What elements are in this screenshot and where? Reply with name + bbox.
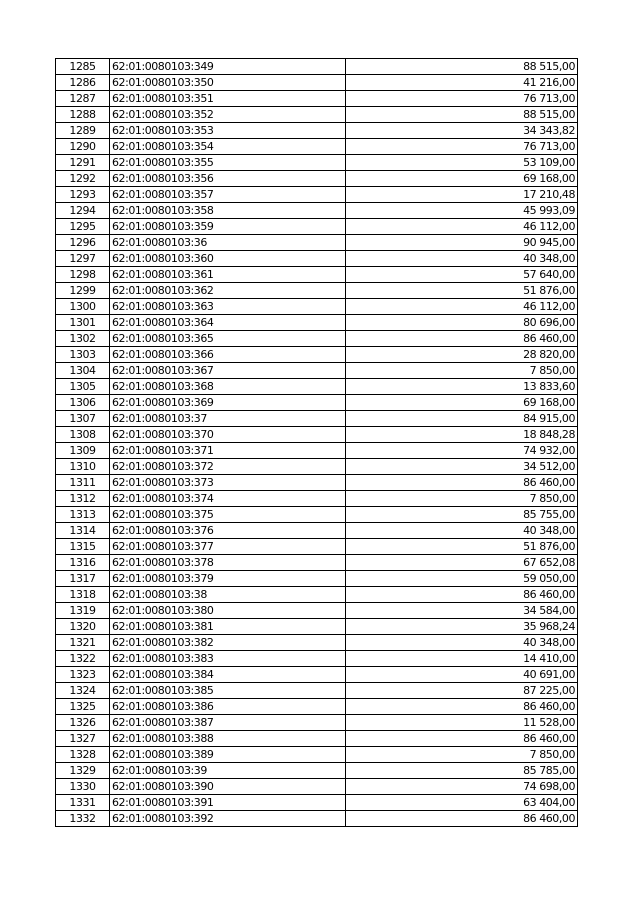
- table-row: [56, 315, 578, 331]
- row-number-cell: 1310: [56, 459, 110, 475]
- value-cell: 7 850,00: [346, 491, 578, 507]
- value-cell: 28 820,00: [346, 347, 578, 363]
- cadastral-number-cell: 62:01:0080103:38: [110, 587, 346, 603]
- row-number-cell: 1297: [56, 251, 110, 267]
- cadastral-number-cell: 62:01:0080103:351: [110, 91, 346, 107]
- cadastral-number-cell: 62:01:0080103:358: [110, 203, 346, 219]
- value-cell: 85 785,00: [346, 763, 578, 779]
- cadastral-number-cell: 62:01:0080103:352: [110, 107, 346, 123]
- cadastral-number-cell: 62:01:0080103:377: [110, 539, 346, 555]
- table-row: [56, 411, 578, 427]
- table-row: [56, 491, 578, 507]
- table-body: [56, 59, 578, 827]
- value-cell: 74 698,00: [346, 779, 578, 795]
- value-cell: 34 512,00: [346, 459, 578, 475]
- table-row: [56, 443, 578, 459]
- cadastral-number-cell: 62:01:0080103:350: [110, 75, 346, 91]
- value-cell: 46 112,00: [346, 219, 578, 235]
- value-cell: 80 696,00: [346, 315, 578, 331]
- value-cell: 51 876,00: [346, 539, 578, 555]
- cadastral-number-cell: 62:01:0080103:364: [110, 315, 346, 331]
- row-number-cell: 1315: [56, 539, 110, 555]
- value-cell: 13 833,60: [346, 379, 578, 395]
- value-cell: 86 460,00: [346, 811, 578, 827]
- cadastral-number-cell: 62:01:0080103:362: [110, 283, 346, 299]
- table-row: [56, 379, 578, 395]
- row-number-cell: 1286: [56, 75, 110, 91]
- row-number-cell: 1308: [56, 427, 110, 443]
- table-row: [56, 107, 578, 123]
- cadastral-number-cell: 62:01:0080103:357: [110, 187, 346, 203]
- row-number-cell: 1306: [56, 395, 110, 411]
- row-number-cell: 1316: [56, 555, 110, 571]
- row-number-cell: 1298: [56, 267, 110, 283]
- value-cell: 35 968,24: [346, 619, 578, 635]
- cadastral-number-cell: 62:01:0080103:373: [110, 475, 346, 491]
- table-row: [56, 667, 578, 683]
- cadastral-number-cell: 62:01:0080103:378: [110, 555, 346, 571]
- table-row: [56, 747, 578, 763]
- row-number-cell: 1324: [56, 683, 110, 699]
- row-number-cell: 1331: [56, 795, 110, 811]
- row-number-cell: 1321: [56, 635, 110, 651]
- value-cell: 76 713,00: [346, 139, 578, 155]
- row-number-cell: 1289: [56, 123, 110, 139]
- row-number-cell: 1309: [56, 443, 110, 459]
- value-cell: 87 225,00: [346, 683, 578, 699]
- table-row: [56, 427, 578, 443]
- row-number-cell: 1327: [56, 731, 110, 747]
- row-number-cell: 1317: [56, 571, 110, 587]
- row-number-cell: 1296: [56, 235, 110, 251]
- table-row: [56, 651, 578, 667]
- table-row: [56, 123, 578, 139]
- row-number-cell: 1299: [56, 283, 110, 299]
- cadastral-number-cell: 62:01:0080103:391: [110, 795, 346, 811]
- value-cell: 41 216,00: [346, 75, 578, 91]
- table-row: [56, 267, 578, 283]
- table-row: [56, 475, 578, 491]
- value-cell: 76 713,00: [346, 91, 578, 107]
- row-number-cell: 1301: [56, 315, 110, 331]
- row-number-cell: 1314: [56, 523, 110, 539]
- table-row: [56, 91, 578, 107]
- cadastral-number-cell: 62:01:0080103:355: [110, 155, 346, 171]
- cadastral-number-cell: 62:01:0080103:353: [110, 123, 346, 139]
- row-number-cell: 1303: [56, 347, 110, 363]
- value-cell: 86 460,00: [346, 731, 578, 747]
- table-row: [56, 603, 578, 619]
- value-cell: 51 876,00: [346, 283, 578, 299]
- row-number-cell: 1285: [56, 59, 110, 75]
- cadastral-number-cell: 62:01:0080103:375: [110, 507, 346, 523]
- row-number-cell: 1323: [56, 667, 110, 683]
- row-number-cell: 1293: [56, 187, 110, 203]
- table-row: [56, 459, 578, 475]
- cadastral-number-cell: 62:01:0080103:371: [110, 443, 346, 459]
- table-row: [56, 507, 578, 523]
- table-row: [56, 731, 578, 747]
- table-row: [56, 347, 578, 363]
- table-row: [56, 715, 578, 731]
- value-cell: 88 515,00: [346, 59, 578, 75]
- row-number-cell: 1304: [56, 363, 110, 379]
- table-row: [56, 203, 578, 219]
- value-cell: 69 168,00: [346, 395, 578, 411]
- cadastral-number-cell: 62:01:0080103:365: [110, 331, 346, 347]
- value-cell: 46 112,00: [346, 299, 578, 315]
- table-row: [56, 811, 578, 827]
- table-row: [56, 235, 578, 251]
- row-number-cell: 1320: [56, 619, 110, 635]
- table-row: [56, 59, 578, 75]
- cadastral-number-cell: 62:01:0080103:382: [110, 635, 346, 651]
- table-row: [56, 139, 578, 155]
- cadastral-number-cell: 62:01:0080103:384: [110, 667, 346, 683]
- value-cell: 11 528,00: [346, 715, 578, 731]
- cadastral-number-cell: 62:01:0080103:359: [110, 219, 346, 235]
- cadastral-number-cell: 62:01:0080103:387: [110, 715, 346, 731]
- value-cell: 86 460,00: [346, 475, 578, 491]
- table-row: [56, 635, 578, 651]
- cadastral-number-cell: 62:01:0080103:366: [110, 347, 346, 363]
- cadastral-number-cell: 62:01:0080103:376: [110, 523, 346, 539]
- row-number-cell: 1294: [56, 203, 110, 219]
- row-number-cell: 1287: [56, 91, 110, 107]
- cadastral-number-cell: 62:01:0080103:374: [110, 491, 346, 507]
- table-row: [56, 331, 578, 347]
- cadastral-number-cell: 62:01:0080103:37: [110, 411, 346, 427]
- cadastral-number-cell: 62:01:0080103:380: [110, 603, 346, 619]
- table-row: [56, 779, 578, 795]
- cadastral-number-cell: 62:01:0080103:360: [110, 251, 346, 267]
- row-number-cell: 1290: [56, 139, 110, 155]
- value-cell: 34 584,00: [346, 603, 578, 619]
- row-number-cell: 1322: [56, 651, 110, 667]
- value-cell: 90 945,00: [346, 235, 578, 251]
- cadastral-number-cell: 62:01:0080103:367: [110, 363, 346, 379]
- value-cell: 86 460,00: [346, 587, 578, 603]
- value-cell: 40 348,00: [346, 251, 578, 267]
- table-row: [56, 763, 578, 779]
- value-cell: 59 050,00: [346, 571, 578, 587]
- cadastral-number-cell: 62:01:0080103:372: [110, 459, 346, 475]
- cadastral-number-cell: 62:01:0080103:361: [110, 267, 346, 283]
- value-cell: 40 348,00: [346, 635, 578, 651]
- cadastral-number-cell: 62:01:0080103:385: [110, 683, 346, 699]
- row-number-cell: 1311: [56, 475, 110, 491]
- value-cell: 17 210,48: [346, 187, 578, 203]
- value-cell: 53 109,00: [346, 155, 578, 171]
- row-number-cell: 1302: [56, 331, 110, 347]
- table-row: [56, 219, 578, 235]
- value-cell: 67 652,08: [346, 555, 578, 571]
- table-row: [56, 571, 578, 587]
- table-row: [56, 795, 578, 811]
- table-row: [56, 363, 578, 379]
- cadastral-number-cell: 62:01:0080103:392: [110, 811, 346, 827]
- cadastral-number-cell: 62:01:0080103:356: [110, 171, 346, 187]
- row-number-cell: 1292: [56, 171, 110, 187]
- cadastral-number-cell: 62:01:0080103:349: [110, 59, 346, 75]
- table-row: [56, 619, 578, 635]
- table-row: [56, 555, 578, 571]
- cadastral-number-cell: 62:01:0080103:388: [110, 731, 346, 747]
- row-number-cell: 1318: [56, 587, 110, 603]
- table-row: [56, 683, 578, 699]
- value-cell: 40 691,00: [346, 667, 578, 683]
- cadastral-number-cell: 62:01:0080103:370: [110, 427, 346, 443]
- cadastral-number-cell: 62:01:0080103:363: [110, 299, 346, 315]
- value-cell: 86 460,00: [346, 331, 578, 347]
- cadastral-number-cell: 62:01:0080103:36: [110, 235, 346, 251]
- row-number-cell: 1326: [56, 715, 110, 731]
- row-number-cell: 1329: [56, 763, 110, 779]
- value-cell: 14 410,00: [346, 651, 578, 667]
- row-number-cell: 1300: [56, 299, 110, 315]
- value-cell: 7 850,00: [346, 363, 578, 379]
- cadastral-number-cell: 62:01:0080103:368: [110, 379, 346, 395]
- table-row: [56, 587, 578, 603]
- row-number-cell: 1332: [56, 811, 110, 827]
- value-cell: 45 993,09: [346, 203, 578, 219]
- value-cell: 69 168,00: [346, 171, 578, 187]
- value-cell: 84 915,00: [346, 411, 578, 427]
- table-row: [56, 299, 578, 315]
- row-number-cell: 1288: [56, 107, 110, 123]
- table-row: [56, 171, 578, 187]
- row-number-cell: 1312: [56, 491, 110, 507]
- row-number-cell: 1330: [56, 779, 110, 795]
- cadastral-number-cell: 62:01:0080103:369: [110, 395, 346, 411]
- table-row: [56, 187, 578, 203]
- table-row: [56, 539, 578, 555]
- value-cell: 85 755,00: [346, 507, 578, 523]
- cadastral-number-cell: 62:01:0080103:379: [110, 571, 346, 587]
- row-number-cell: 1305: [56, 379, 110, 395]
- cadastral-number-cell: 62:01:0080103:386: [110, 699, 346, 715]
- value-cell: 7 850,00: [346, 747, 578, 763]
- value-cell: 18 848,28: [346, 427, 578, 443]
- table-row: [56, 699, 578, 715]
- row-number-cell: 1325: [56, 699, 110, 715]
- table-row: [56, 75, 578, 91]
- row-number-cell: 1313: [56, 507, 110, 523]
- row-number-cell: 1307: [56, 411, 110, 427]
- row-number-cell: 1291: [56, 155, 110, 171]
- table-row: [56, 155, 578, 171]
- value-cell: 88 515,00: [346, 107, 578, 123]
- cadastral-number-cell: 62:01:0080103:39: [110, 763, 346, 779]
- cadastral-number-cell: 62:01:0080103:383: [110, 651, 346, 667]
- table-row: [56, 523, 578, 539]
- value-cell: 86 460,00: [346, 699, 578, 715]
- cadastral-number-cell: 62:01:0080103:381: [110, 619, 346, 635]
- table-row: [56, 251, 578, 267]
- value-cell: 74 932,00: [346, 443, 578, 459]
- cadastral-number-cell: 62:01:0080103:389: [110, 747, 346, 763]
- table-row: [56, 283, 578, 299]
- row-number-cell: 1295: [56, 219, 110, 235]
- cadastral-table: [55, 58, 578, 827]
- cadastral-number-cell: 62:01:0080103:354: [110, 139, 346, 155]
- row-number-cell: 1328: [56, 747, 110, 763]
- value-cell: 34 343,82: [346, 123, 578, 139]
- value-cell: 40 348,00: [346, 523, 578, 539]
- value-cell: 63 404,00: [346, 795, 578, 811]
- value-cell: 57 640,00: [346, 267, 578, 283]
- row-number-cell: 1319: [56, 603, 110, 619]
- table-row: [56, 395, 578, 411]
- cadastral-number-cell: 62:01:0080103:390: [110, 779, 346, 795]
